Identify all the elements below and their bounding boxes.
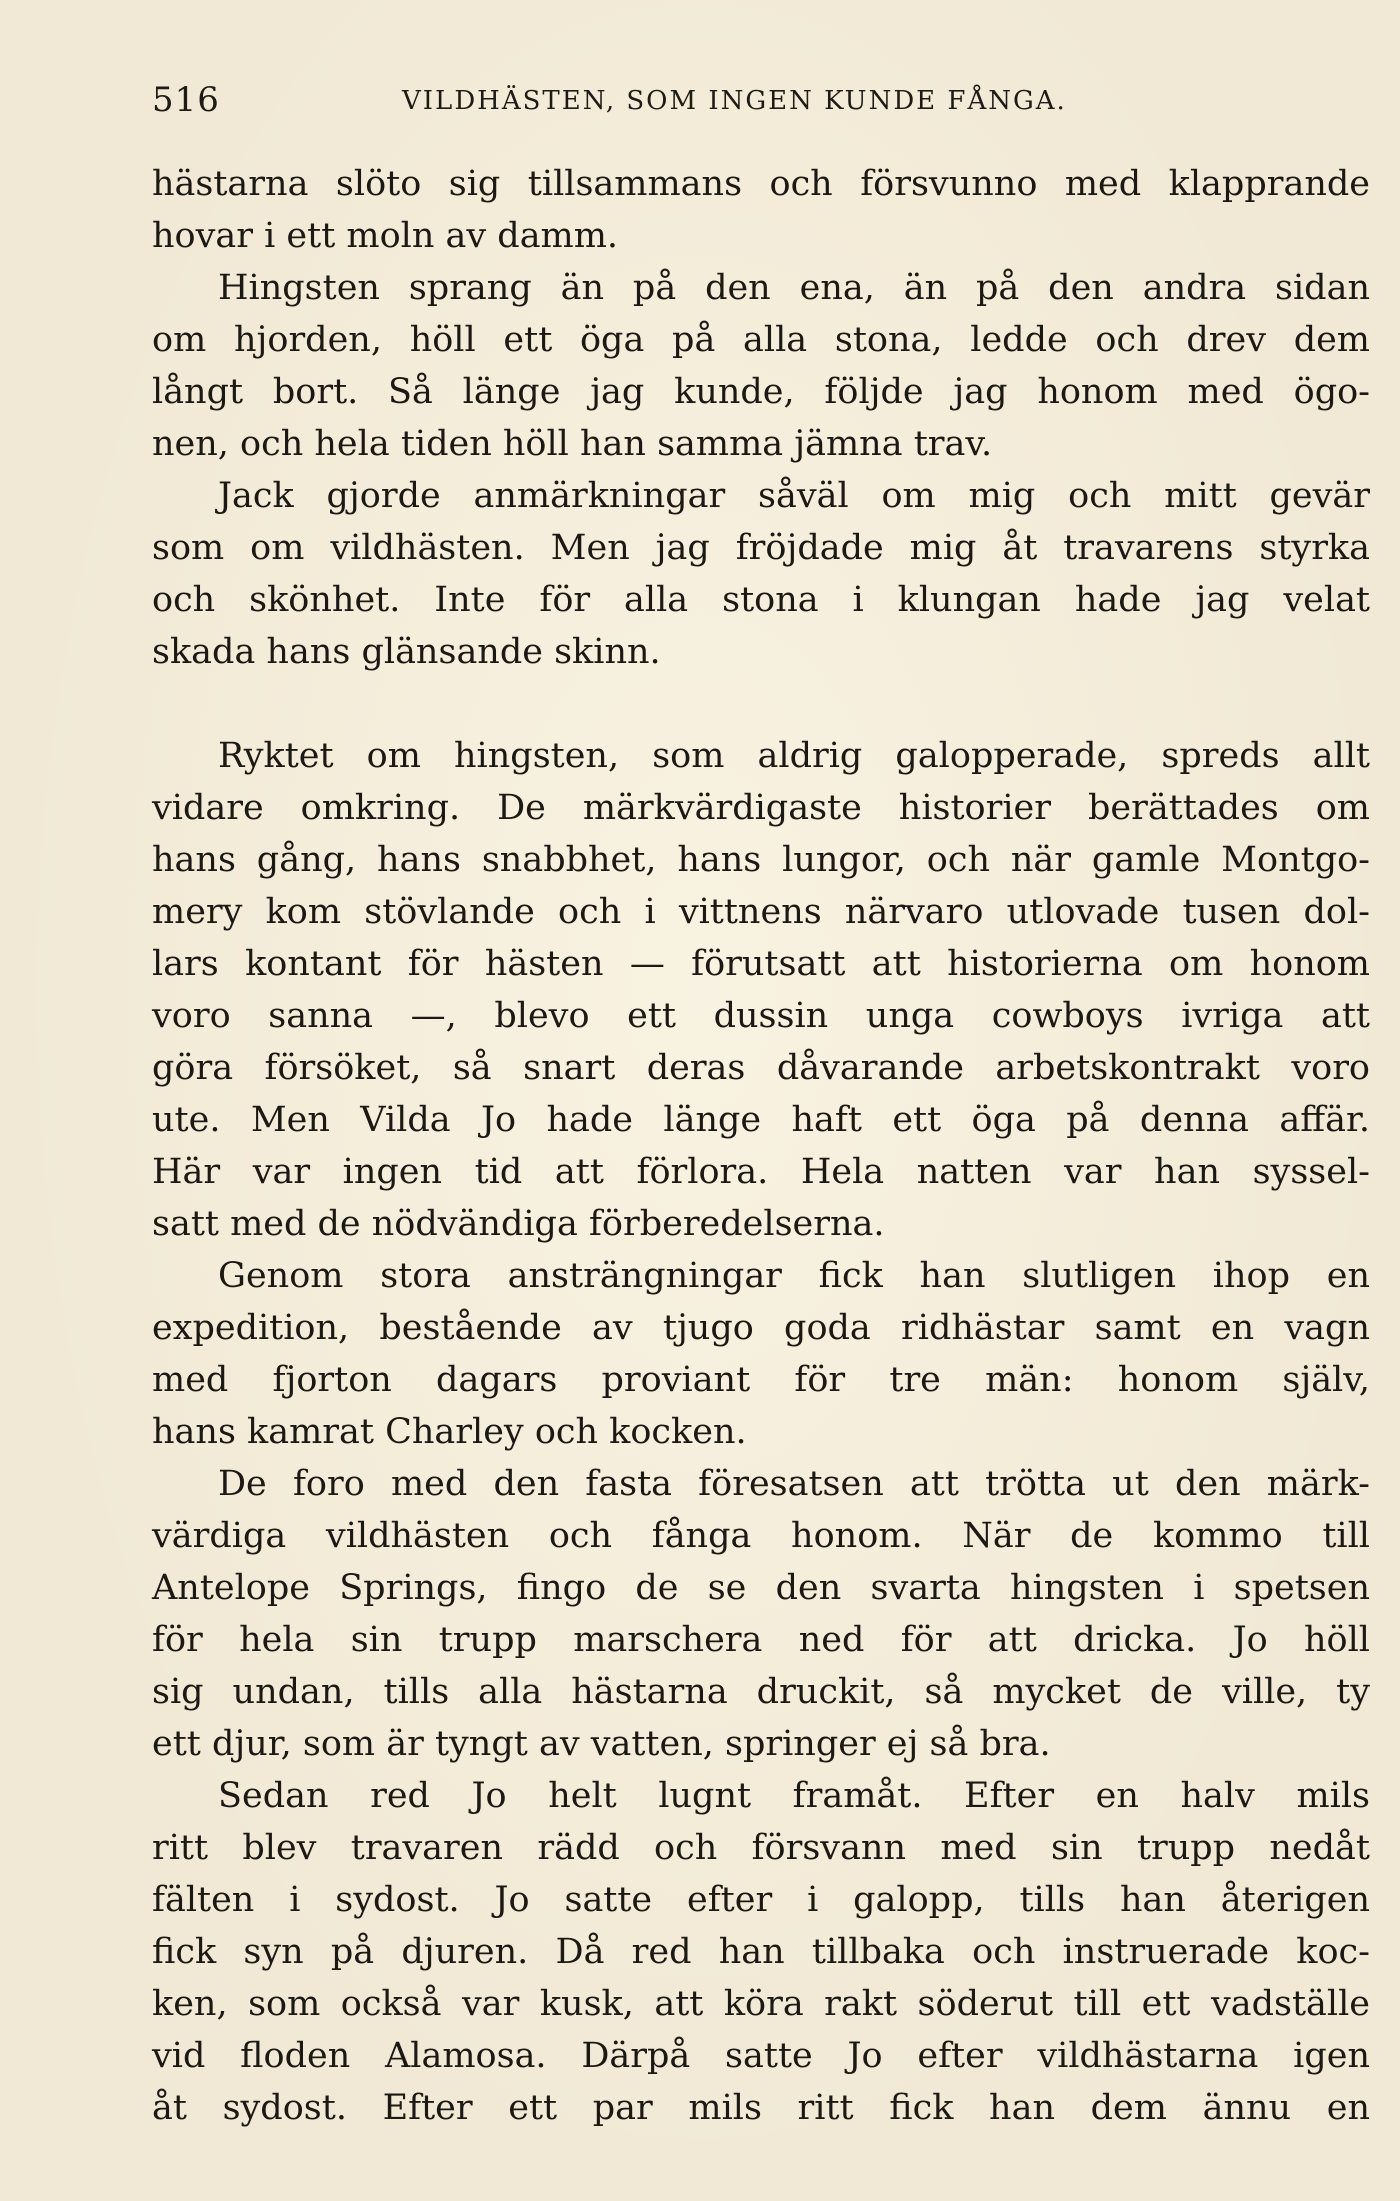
text-line: Jack gjorde anmärkningar såväl om mig och mitt gevär: [218, 476, 1370, 516]
text-line: lars kontant för hästen — förutsatt att historierna om honom: [152, 944, 1370, 984]
running-head: VILDHÄSTEN, SOM INGEN KUNDE FÅNGA.: [402, 86, 1067, 116]
text-line: expedition, bestående av tjugo goda ridhästar samt en vagn: [152, 1308, 1370, 1348]
text-line: ute. Men Vilda Jo hade länge haft ett öga på denna affär.: [152, 1100, 1370, 1140]
text-line: vidare omkring. De märkvärdigaste historier berättades om: [152, 788, 1370, 828]
text-line: vid floden Alamosa. Därpå satte Jo efter vildhästarna igen: [152, 2036, 1370, 2076]
paragraph: [152, 730, 1370, 1250]
paragraph: [152, 262, 1370, 470]
text-line: göra försöket, så snart deras dåvarande arbetskontrakt voro: [152, 1048, 1370, 1088]
text-line: skada hans glänsande skinn.: [152, 632, 661, 672]
text-line: sig undan, tills alla hästarna druckit, så mycket de ville, ty: [152, 1672, 1370, 1712]
text-line: Här var ingen tid att förlora. Hela natten var han syssel-: [152, 1152, 1370, 1192]
text-line: åt sydost. Efter ett par mils ritt fick han dem ännu en: [152, 2088, 1370, 2128]
text-line: långt bort. Så länge jag kunde, följde jag honom med ögo-: [152, 372, 1370, 412]
text-line: Antelope Springs, fingo de se den svarta hingsten i spetsen: [152, 1568, 1370, 1608]
text-line: hans gång, hans snabbhet, hans lungor, och när gamle Montgo-: [152, 840, 1370, 880]
text-line: hästarna slöto sig tillsammans och försvunno med klapprande: [152, 164, 1370, 204]
text-line: och skönhet. Inte för alla stona i klungan hade jag velat: [152, 580, 1370, 620]
text-line: Hingsten sprang än på den ena, än på den andra sidan: [218, 268, 1370, 308]
page-number: 516: [152, 80, 220, 120]
text-line: satt med de nödvändiga förberedelserna.: [152, 1204, 885, 1244]
text-line: hovar i ett moln av damm.: [152, 216, 619, 256]
text-line: hans kamrat Charley och kocken.: [152, 1412, 747, 1452]
text-line: De foro med den fasta föresatsen att trötta ut den märk-: [218, 1464, 1370, 1504]
paragraph: [152, 1458, 1370, 1770]
text-line: för hela sin trupp marschera ned för att dricka. Jo höll: [152, 1620, 1370, 1660]
paragraph: [152, 1770, 1370, 2134]
text-line: ett djur, som är tyngt av vatten, springer ej så bra.: [152, 1724, 1051, 1764]
text-line: Sedan red Jo helt lugnt framåt. Efter en halv mils: [218, 1776, 1370, 1816]
paragraph: [152, 470, 1370, 678]
text-line: fick syn på djuren. Då red han tillbaka och instruerade koc-: [152, 1932, 1370, 1972]
text-line: med fjorton dagars proviant för tre män: honom själv,: [152, 1360, 1370, 1400]
text-line: ritt blev travaren rädd och försvann med sin trupp nedåt: [152, 1828, 1370, 1868]
text-line: Genom stora ansträngningar fick han slutligen ihop en: [218, 1256, 1370, 1296]
text-line: voro sanna —, blevo ett dussin unga cowboys ivriga att: [152, 996, 1370, 1036]
page-header: [152, 80, 1370, 130]
text-line: fälten i sydost. Jo satte efter i galopp, tills han återigen: [152, 1880, 1370, 1920]
text-line: som om vildhästen. Men jag fröjdade mig åt travarens styrka: [152, 528, 1370, 568]
text-line: värdiga vildhästen och fånga honom. När de kommo till: [152, 1516, 1370, 1556]
body-text: [152, 158, 1370, 2134]
text-line: mery kom stövlande och i vittnens närvaro utlovade tusen dol-: [152, 892, 1370, 932]
paragraph: [152, 1250, 1370, 1458]
text-line: nen, och hela tiden höll han samma jämna trav.: [152, 424, 993, 464]
paragraph: [152, 158, 1370, 262]
text-line: ken, som också var kusk, att köra rakt söderut till ett vadställe: [152, 1984, 1370, 2024]
text-line: Ryktet om hingsten, som aldrig galopperade, spreds allt: [218, 736, 1370, 776]
text-line: om hjorden, höll ett öga på alla stona, ledde och drev dem: [152, 320, 1370, 360]
